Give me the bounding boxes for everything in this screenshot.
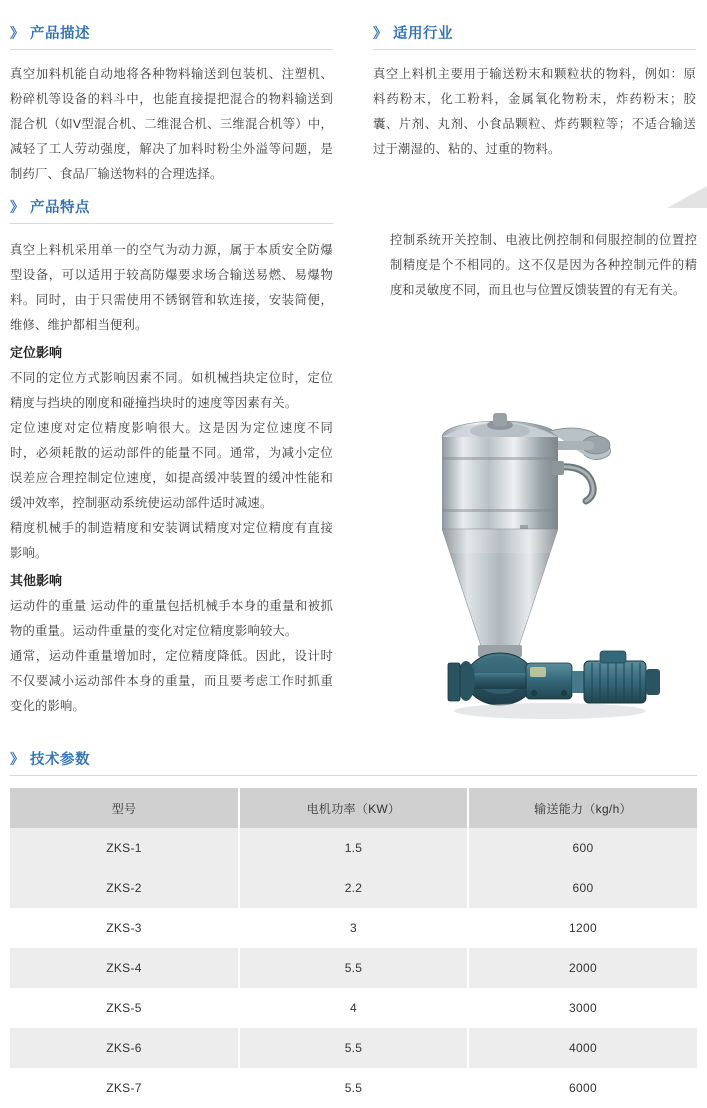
control-system-note: 控制系统开关控制、电液比例控制和伺服控制的位置控制精度是个不相同的。这不仅是因为各种控制元件的精度和灵敏度不同，而且也与位置反馈装置的有无有关。 bbox=[390, 233, 697, 297]
cell-capacity: 3000 bbox=[468, 988, 697, 1028]
chevron-right-icon: 》 bbox=[10, 750, 21, 767]
section-header bbox=[10, 22, 333, 50]
features-intro-text: 真空上料机采用单一的空气为动力源，属于本质安全防爆型设备，可以适用于较高防爆要求场合输送易燃、易爆物料。同时，由于只需使用不锈钢管和软连接，安装简便，维修、维护都相当便利。 bbox=[10, 243, 333, 332]
cell-power: 1.5 bbox=[239, 828, 468, 868]
product-description-text: 真空加料机能自动地将各种物料输送到包装机、注塑机、粉碎机等设备的料斗中，也能直接提把混合的物料输送到混合机（如V型混合机、二维混合机、三维混合机等）中，减轻了工人劳动强度，解决了加料时粉尘外溢等问题，是制药厂、食品厂输送物料的合理选择。 bbox=[10, 67, 333, 181]
cell-capacity: 600 bbox=[468, 868, 697, 908]
cell-capacity: 6000 bbox=[468, 1068, 697, 1108]
section-industries bbox=[373, 22, 696, 187]
industries-text: 真空上料机主要用于输送粉末和颗粒状的物料，例如：原料药粉末，化工粉料，金属氧化物粉末，炸药粉末；胶囊、片剂、丸剂、小食品颗粒、炸药颗粒等；不适合输送过于潮湿的、粘的、过重的物料。 bbox=[373, 67, 696, 156]
vacuum-feeder-machine-image bbox=[400, 405, 690, 765]
section-header bbox=[10, 196, 333, 224]
cell-power: 5.5 bbox=[239, 1028, 468, 1068]
chevron-right-icon: 》 bbox=[373, 24, 384, 41]
features-positioning-p1: 不同的定位方式影响因素不同。如机械挡块定位时，定位精度与挡块的刚度和碰撞挡块时的速度等因素有关。 bbox=[10, 371, 333, 410]
features-subtitle-positioning: 定位影响 bbox=[10, 345, 63, 360]
tech-params-table bbox=[10, 788, 697, 1108]
table-row bbox=[10, 908, 697, 948]
features-other-p1: 运动件的重量 运动件的重量包括机械手本身的重量和被抓物的重量。运动件重量的变化对定位精度影响较大。 bbox=[10, 599, 333, 638]
section-header bbox=[373, 22, 696, 50]
top-sections bbox=[10, 22, 697, 187]
section-product-description bbox=[10, 22, 333, 187]
table-row bbox=[10, 868, 697, 908]
column-header-capacity: 输送能力（kg/h） bbox=[468, 788, 697, 828]
section-title: 技术参数 bbox=[30, 752, 90, 768]
table-body bbox=[10, 828, 697, 1108]
section-title: 产品特点 bbox=[30, 200, 90, 216]
cell-model: ZKS-1 bbox=[10, 828, 239, 868]
table-header-row bbox=[10, 788, 697, 828]
cell-power: 4 bbox=[239, 988, 468, 1028]
cell-model: ZKS-3 bbox=[10, 908, 239, 948]
cell-capacity: 4000 bbox=[468, 1028, 697, 1068]
cell-model: ZKS-5 bbox=[10, 988, 239, 1028]
section-features bbox=[10, 196, 333, 719]
cell-capacity: 600 bbox=[468, 828, 697, 868]
cell-model: ZKS-7 bbox=[10, 1068, 239, 1108]
section-tech-params bbox=[10, 748, 697, 1108]
cell-power: 5.5 bbox=[239, 948, 468, 988]
table-row bbox=[10, 948, 697, 988]
cell-power: 5.5 bbox=[239, 1068, 468, 1108]
section-title: 产品描述 bbox=[30, 26, 90, 42]
features-subtitle-other: 其他影响 bbox=[10, 573, 63, 588]
decorative-wedge bbox=[667, 186, 707, 208]
cell-power: 3 bbox=[239, 908, 468, 948]
features-positioning-p3: 精度机械手的制造精度和安装调试精度对定位精度有直接影响。 bbox=[10, 521, 333, 560]
cell-power: 2.2 bbox=[239, 868, 468, 908]
table-row bbox=[10, 1068, 697, 1108]
cell-capacity: 2000 bbox=[468, 948, 697, 988]
table-row bbox=[10, 988, 697, 1028]
cell-model: ZKS-6 bbox=[10, 1028, 239, 1068]
column-header-power: 电机功率（KW） bbox=[239, 788, 468, 828]
features-positioning-p2: 定位速度对定位精度影响很大。这是因为定位速度不同时，必须耗散的运动部件的能量不同。通常，为减小定位误差应合理控制定位速度，如提高缓冲装置的缓冲性能和缓冲效率，控制驱动系统使运动部件适时减速。 bbox=[10, 421, 333, 510]
section-header bbox=[10, 748, 697, 776]
cell-model: ZKS-2 bbox=[10, 868, 239, 908]
features-other-p2: 通常，运动件重量增加时，定位精度降低。因此，设计时不仅要减小运动部件本身的重量，而且要考虑工作时抓重变化的影响。 bbox=[10, 649, 333, 713]
table-row bbox=[10, 828, 697, 868]
cell-model: ZKS-4 bbox=[10, 948, 239, 988]
chevron-right-icon: 》 bbox=[10, 198, 21, 215]
table-row bbox=[10, 1028, 697, 1068]
column-header-model: 型号 bbox=[10, 788, 239, 828]
chevron-right-icon: 》 bbox=[10, 24, 21, 41]
cell-capacity: 1200 bbox=[468, 908, 697, 948]
section-title: 适用行业 bbox=[393, 26, 453, 42]
